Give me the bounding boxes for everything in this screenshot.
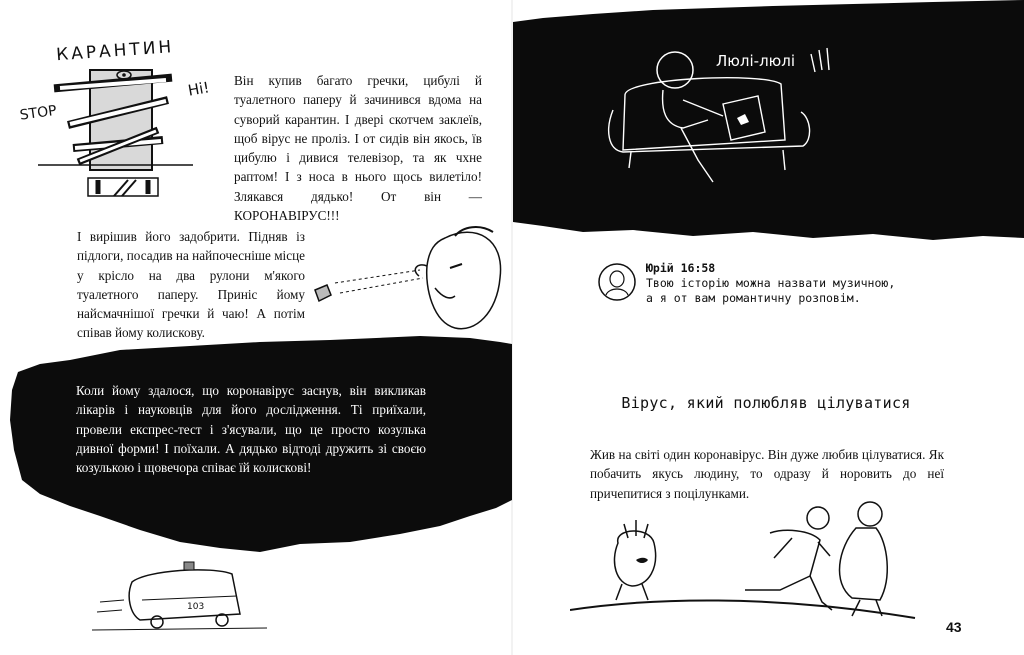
sketch-hi-text: Hi! (186, 78, 211, 100)
quarantine-door-sketch (18, 30, 218, 205)
avatar (597, 262, 637, 302)
story-paragraph-4: Жив на світі один коронавірус. Він дуже любив цілуватися. Як побачить якусь людину, то одразу й норовить до неї причепитися з поцілунками. (590, 447, 944, 501)
comment-author: Юрій 16:58 (646, 261, 716, 275)
comment-line-2: а я от вам романтичну розповім. (646, 291, 861, 305)
sneezing-man-sketch (305, 218, 510, 343)
story-paragraph-1: Він купив багато гречки, цибулі й туалетного паперу й зачинився вдома на суворий карантин. І двері скотчем заклеїв, щоб вірус не проліз. І от сидів він якось, їв цибулю і дивися телевізор, та як чхне раптом! І з носа в нього щось вилетіло! Злякався дядько! От він — КОРОНАВІРУС!!! (234, 73, 482, 224)
story-paragraph-3: Коли йому здалося, що коронавірус заснув, він викликав лікарів і науковців для його дослідження. Ті приїхали, провели експрес-тест і з'ясували, що це просто козулька дивної форми! І поїхали. А дядько відтоді дружить зі своєю козулькою і щовечора співає їй колискові! (76, 383, 426, 476)
lullaby-text: Люлі-люлі (716, 52, 796, 70)
page-number: 43 (946, 619, 962, 635)
sketch-stop-text: STOP (18, 102, 58, 124)
story-title: Вірус, який полюбляв цілуватися (621, 394, 911, 412)
story-paragraph-2: І вирішив його задобрити. Підняв із підлоги, посадив на найпочесніше місце у крісло на два рулони м'якого туалетного паперу. Приніс йому найсмачнішої гречки й чаю! А потім співав йому колискову. (77, 229, 305, 341)
comment-line-1: Твою історію можна назвати музичною, (646, 276, 896, 290)
sketch-label-quarantine: КАРАНТИН (55, 37, 175, 66)
virus-chase-sketch (570, 498, 920, 630)
ambulance-sketch (92, 552, 272, 642)
black-ink-band-right (513, 0, 1024, 245)
ambulance-label: 103 (187, 602, 205, 612)
